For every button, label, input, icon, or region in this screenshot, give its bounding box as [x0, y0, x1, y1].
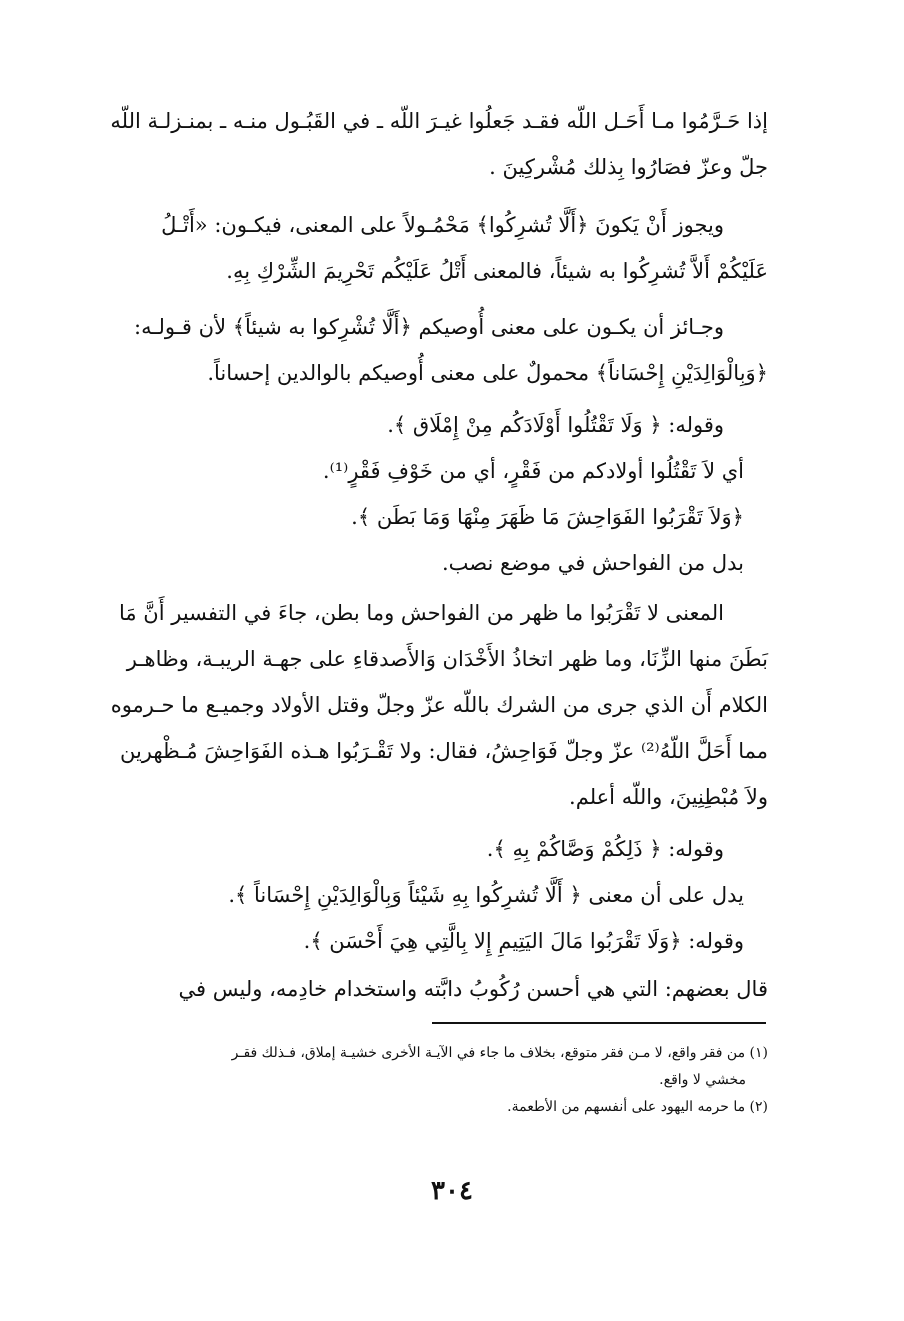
text-line: ﴿وَبِالْوَالِدَيْنِ إِحْسَاناً﴾ محمولٌ على معنى أُوصيكم بالوالدين إحساناً.	[207, 361, 768, 385]
paragraph-2	[100, 202, 768, 294]
text-line: وقوله: ﴿ وَلَا تَقْتُلُوا أَوْلَادَكُم مِنْ إِمْلَاق ﴾.	[387, 413, 724, 437]
footnote-1: (١) من فقر واقع، لا مـن فقر متوقع، بخلاف ما جاء في الآيـة الأخرى خشيـة إملاق، فـذلك فقـر	[231, 1045, 768, 1061]
text-line: مما أَحَلَّ اللّهُ⁽²⁾ عزّ وجلّ فَوَاحِشُ، فقال: ولا تَقْـرَبُوا هـذه الفَوَاحِشَ مُـظْهرين	[119, 739, 768, 763]
text-line: وقوله: ﴿ ذَلِكُمْ وَصَّاكُمْ بِهِ ﴾.	[486, 837, 724, 861]
text-line: قال بعضهم: التي هي أحسن رُكُوبُ دابَّته واستخدام خادِمه، وليس في	[178, 977, 768, 1001]
paragraph-5	[100, 590, 768, 820]
text-line: المعنى لا تَقْرَبُوا ما ظهر من الفواحش وما بطن، جاءَ في التفسير أَنَّ مَا	[118, 601, 724, 625]
paragraph-7	[100, 966, 768, 1012]
text-line: ﴿وَلاَ تَقْرَبُوا الفَوَاحِشَ مَا ظَهَرَ مِنْهَا وَمَا بَطَن ﴾.	[351, 505, 744, 529]
text-line: يدل على أن معنى ﴿ أَلَّا تُشرِكُوا بِهِ شَيْئاً وَبِالْوَالِدَيْنِ إِحْسَاناً ﴾.	[228, 883, 744, 907]
text-line: أي لاَ تَقْتُلُوا أولادكم من فَقْرٍ، أي من خَوْفِ فَقْرٍ⁽¹⁾.	[322, 459, 744, 483]
text-line: بَطَنَ منها الزِّنَا، وما ظهر اتخاذُ الأَخْدَان وَالأَصدقاءِ على جهـة الريبـة، وظاهـر	[126, 647, 768, 671]
text-line: وجـائز أن يكـون على معنى أُوصيكم ﴿أَلَّا تُشْرِكوا به شيئاً﴾ لأن قـولـه:	[134, 315, 724, 339]
text-line: بدل من الفواحش في موضع نصب.	[441, 551, 744, 575]
paragraph-1	[100, 98, 768, 190]
text-line: إذا حَـرَّمُوا مـا أَحَـل اللّه فقـد جَعلُوا غيـرَ اللّه ـ في القَبُـول منـه ـ بمنـزلـة اللّه	[110, 109, 768, 133]
text-line: ويجوز أَنْ يَكونَ ﴿أَلَّا تُشرِكُوا﴾ مَحْمُـولاً على المعنى، فيكـون: «أَتْـلُ	[161, 213, 724, 237]
page-number: ٣٠٤	[431, 1176, 473, 1206]
text-line: ولاَ مُبْطِنِينَ، واللّه أعلم.	[569, 785, 768, 809]
paragraph-3	[100, 304, 768, 396]
text-line: جلّ وعزّ فصَارُوا بِذلك مُشْركِينَ .	[489, 155, 768, 179]
verse-commentary-2	[100, 826, 768, 964]
verse-commentary-1	[100, 402, 768, 586]
footnote-1-continued: مخشي لا واقع.	[659, 1072, 746, 1088]
footnote-divider	[432, 1022, 766, 1024]
footnote-2: (٢) ما حرمه اليهود على أنفسهم من الأطعمة.	[507, 1099, 768, 1115]
text-line: وقوله: ﴿وَلَا تَقْرَبُوا مَالَ اليَتِيمِ إِلا بِالَّتِي هِيَ أَحْسَن ﴾.	[303, 929, 744, 953]
text-line: عَلَيْكُمْ أَلاَّ تُشرِكُوا به شيئاً، فالمعنى أَتْلُ عَلَيْكُم تَحْرِيمَ الشِّرْكِ بِهِ.	[226, 259, 768, 283]
text-line: الكلام أَن الذي جرى من الشرك باللّه عزّ وجلّ وقتل الأولاد وجميـع ما حـرموه	[110, 693, 768, 717]
footnotes	[100, 1040, 768, 1121]
